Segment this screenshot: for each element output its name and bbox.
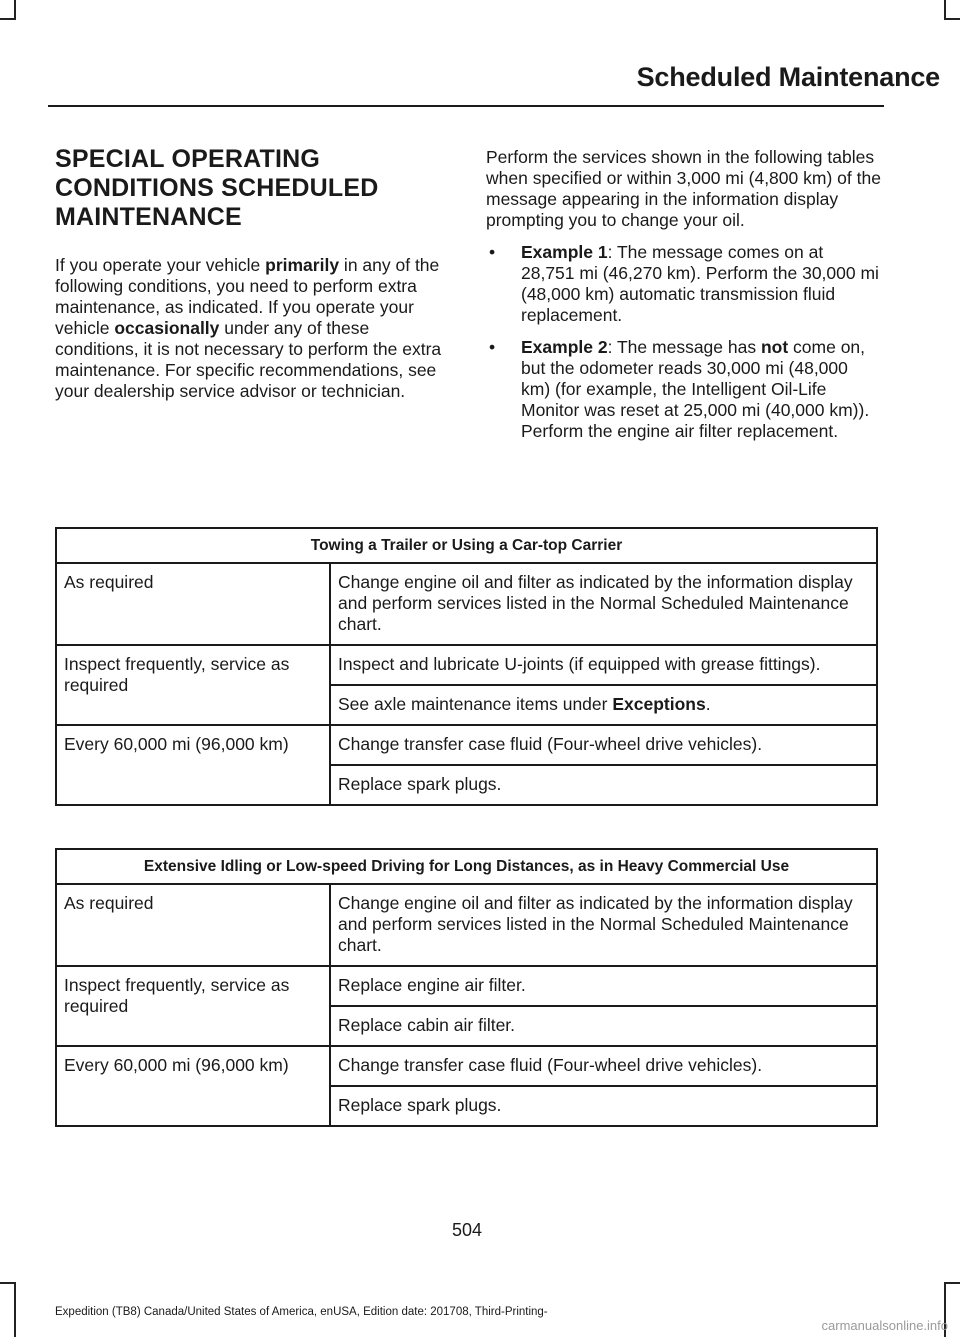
list-item bbox=[486, 242, 881, 326]
table-cell-action: Replace engine air filter. bbox=[330, 966, 877, 1006]
example-label: Example 2 bbox=[521, 337, 608, 357]
list-item bbox=[486, 337, 881, 442]
crop-mark-top-left-h bbox=[0, 18, 16, 20]
bullet: • bbox=[489, 242, 496, 262]
table-cell-action: Change transfer case fluid (Four-wheel drive vehicles). bbox=[330, 725, 877, 765]
watermark: carmanualsonline.info bbox=[821, 1318, 948, 1333]
table-title: Towing a Trailer or Using a Car-top Carrier bbox=[56, 528, 877, 563]
table-cell-action: Replace spark plugs. bbox=[330, 1086, 877, 1126]
crop-mark-bottom-left bbox=[14, 1282, 16, 1337]
table-cell-when: Every 60,000 mi (96,000 km) bbox=[56, 1046, 330, 1126]
table-cell-action: Change transfer case fluid (Four-wheel drive vehicles). bbox=[330, 1046, 877, 1086]
table-cell-when: Inspect frequently, service as required bbox=[56, 966, 330, 1046]
section-heading-line-1: SPECIAL OPERATING bbox=[55, 145, 321, 173]
bullet: • bbox=[489, 337, 496, 357]
table-cell-when: As required bbox=[56, 884, 330, 966]
section-heading bbox=[55, 145, 450, 232]
cell-text: See axle maintenance items under bbox=[338, 694, 613, 714]
table-row bbox=[56, 645, 877, 685]
table-title: Extensive Idling or Low-speed Driving for Long Distances, as in Heavy Commercial Use bbox=[56, 849, 877, 884]
cell-bold-exceptions: Exceptions bbox=[612, 694, 706, 714]
right-column bbox=[486, 147, 881, 442]
table-row bbox=[56, 563, 877, 645]
crop-mark-bottom-right-h bbox=[944, 1282, 960, 1284]
perform-paragraph: Perform the services shown in the following tables when specified or within 3,000 mi (4,800 km) of the message appearing in the information display prompting you to change your oil. bbox=[486, 147, 881, 230]
intro-paragraph bbox=[55, 255, 450, 402]
section-heading-line-3: MAINTENANCE bbox=[55, 203, 242, 231]
crop-mark-top-right bbox=[944, 0, 946, 20]
page-number: 504 bbox=[451, 1220, 483, 1240]
example-bold-not: not bbox=[760, 337, 789, 357]
table-cell-action: Change engine oil and filter as indicated by the information display and perform services listed in the Normal Scheduled Maintenance chart. bbox=[330, 884, 877, 966]
table-header-row bbox=[56, 528, 877, 563]
left-column bbox=[55, 145, 450, 402]
table-cell-when: As required bbox=[56, 563, 330, 645]
table-cell-when: Every 60,000 mi (96,000 km) bbox=[56, 725, 330, 805]
table-header-row bbox=[56, 849, 877, 884]
table-row bbox=[56, 725, 877, 765]
table-cell-action: Inspect and lubricate U-joints (if equipped with grease fittings). bbox=[330, 645, 877, 685]
examples-list bbox=[486, 242, 881, 442]
intro-text-3: under any of these conditions, it is not necessary to perform the extra maintenance. For specific recommendations, see your dealership service advisor or technician. bbox=[55, 318, 442, 401]
cell-text: . bbox=[705, 694, 711, 714]
header-divider bbox=[48, 105, 884, 107]
table-row bbox=[56, 1046, 877, 1086]
intro-text-1: If you operate your vehicle bbox=[55, 255, 266, 275]
crop-mark-top-left bbox=[14, 0, 16, 20]
crop-mark-bottom-left-h bbox=[0, 1282, 16, 1284]
table-cell-action bbox=[330, 685, 877, 725]
example-text: : The message comes on at 28,751 mi (46,270 km). Perform the 30,000 mi (48,000 km) automatic transmission fluid replacement. bbox=[521, 242, 879, 325]
intro-text-2: in any of the following conditions, you need to perform extra maintenance, as indicated. If you operate your vehicle bbox=[55, 255, 440, 338]
example-text: : The message has bbox=[607, 337, 761, 357]
table-cell-action: Replace cabin air filter. bbox=[330, 1006, 877, 1046]
towing-table bbox=[55, 527, 878, 806]
table-row bbox=[56, 966, 877, 1006]
table-cell-action: Replace spark plugs. bbox=[330, 765, 877, 805]
idling-table bbox=[55, 848, 878, 1127]
intro-bold-primarily: primarily bbox=[265, 255, 340, 275]
example-label: Example 1 bbox=[521, 242, 608, 262]
page-header-title: Scheduled Maintenance bbox=[636, 62, 940, 92]
intro-bold-occasionally: occasionally bbox=[114, 318, 220, 338]
crop-mark-top-right-h bbox=[944, 18, 960, 20]
table-cell-action: Change engine oil and filter as indicated by the information display and perform services listed in the Normal Scheduled Maintenance chart. bbox=[330, 563, 877, 645]
table-row bbox=[56, 884, 877, 966]
table-cell-when: Inspect frequently, service as required bbox=[56, 645, 330, 725]
footer-edition-info: Expedition (TB8) Canada/United States of America, enUSA, Edition date: 201708, Third-Printing- bbox=[55, 1306, 548, 1318]
section-heading-line-2: CONDITIONS SCHEDULED bbox=[55, 174, 379, 202]
example-text: come on, but the odometer reads 30,000 mi (48,000 km) (for example, the Intelligent Oil-Life Monitor was reset at 25,000 mi (40,000 km)). Perform the engine air filter replacement. bbox=[521, 337, 870, 441]
